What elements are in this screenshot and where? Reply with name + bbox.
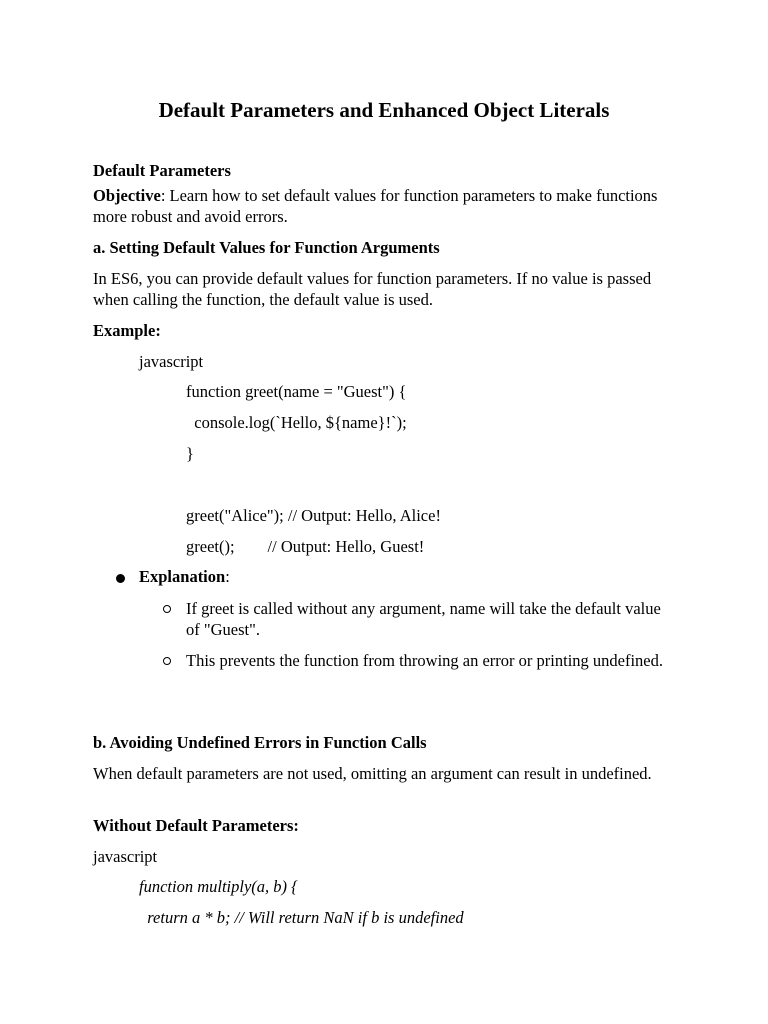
code-line: console.log(`Hello, ${name}!`); (186, 413, 407, 432)
explanation-label: Explanation (139, 567, 226, 586)
subsection-heading-a: a. Setting Default Values for Function Arguments (93, 238, 440, 257)
explanation-line (139, 566, 230, 587)
circle-bullet-icon (163, 657, 171, 665)
code-line: function multiply(a, b) { (139, 877, 298, 896)
code-language-label: javascript (139, 352, 204, 371)
circle-bullet-icon (163, 605, 171, 613)
without-default-label: Without Default Parameters: (93, 816, 299, 835)
page-title: Default Parameters and Enhanced Object Literals (158, 98, 610, 122)
subsection-b-paragraph: When default parameters are not used, omitting an argument can result in undefined. (93, 764, 652, 783)
subsection-a-paragraph: In ES6, you can provide default values for function parameters. If no value is passed when calling the function, the default value is used. (93, 269, 652, 309)
code-line: } (186, 444, 194, 463)
code-line: greet(); // Output: Hello, Guest! (186, 537, 425, 556)
bullet-icon (116, 574, 125, 583)
objective-paragraph (93, 185, 673, 227)
example-label: Example: (93, 321, 161, 340)
code-line: greet("Alice"); // Output: Hello, Alice! (186, 506, 441, 525)
code-line: function greet(name = "Guest") { (186, 382, 407, 401)
objective-text: : Learn how to set default values for function parameters to make functions more robust and avoid errors. (93, 186, 658, 226)
objective-label: Objective (93, 186, 161, 205)
code-line: return a * b; // Will return NaN if b is undefined (139, 908, 464, 927)
code-language-label: javascript (93, 847, 158, 866)
explanation-item: This prevents the function from throwing an error or printing undefined. (186, 651, 664, 670)
explanation-item: If greet is called without any argument, name will take the default value of "Guest". (186, 599, 661, 639)
subsection-heading-b: b. Avoiding Undefined Errors in Function Calls (93, 733, 427, 752)
section-heading-default-parameters: Default Parameters (93, 161, 231, 180)
explanation-colon: : (225, 567, 230, 586)
